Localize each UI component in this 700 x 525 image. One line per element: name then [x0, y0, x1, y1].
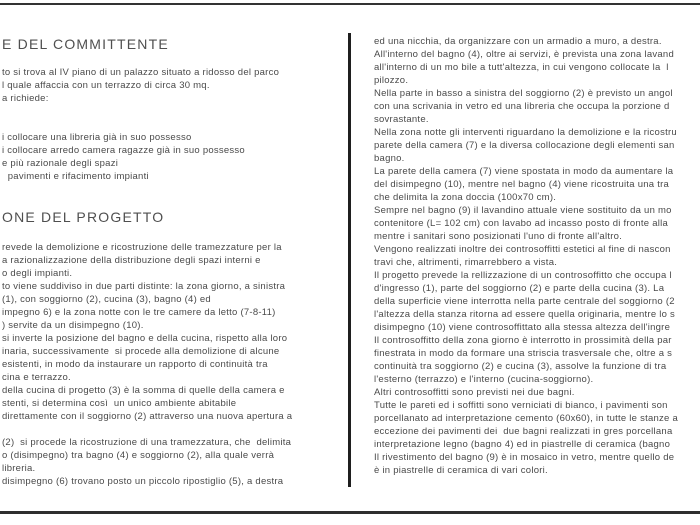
text-line: contenitore (L= 102 cm) con lavabo ad incasso posto di fronte alla — [374, 218, 669, 229]
text-line: (1), con soggiorno (2), cucina (3), bagno (4) ed — [2, 294, 211, 305]
text-line: finestrata in modo da formare una striscia trasversale che, oltre a s — [374, 348, 673, 359]
text-line: continuità tra soggiorno (2) e cucina (3), assolve la funzione di tra — [374, 361, 667, 372]
text-line: Nella parte in basso a sinistra del soggiorno (2) è previsto un angol — [374, 88, 673, 99]
text-line: porcellanato ad interpretazione cemento (60x60), in tutte le stanze a — [374, 413, 679, 424]
text-line: pavimenti e rifacimento impianti — [2, 171, 149, 182]
text-line: libreria. — [2, 463, 36, 474]
text-line: ) servite da un disimpegno (10). — [2, 320, 144, 331]
text-line: a richiede: — [2, 93, 49, 104]
text-line: Vengono realizzati inoltre dei controsoffitti estetici al fine di nascon — [374, 244, 671, 255]
progetto-paragraph-1 — [2, 241, 292, 423]
text-line: bagno. — [374, 153, 405, 164]
text-line: pilozzo. — [374, 75, 409, 86]
text-line: impegno 6) e la zona notte con le tre camere da letto (7-8-11) — [2, 307, 276, 318]
text-line: Il controsoffitto della zona giorno è interrotto in prossimità della par — [374, 335, 672, 346]
text-line: mentre i sanitari sono posizionati l'uno di fronte all'altro. — [374, 231, 623, 242]
text-line: travi che, altrimenti, rimarrebbero a vista. — [374, 257, 558, 268]
text-line: disimpegno (10) viene controsoffittato alla stessa altezza dell'ingre — [374, 322, 671, 333]
text-line: to si trova al IV piano di un palazzo situato a ridosso del parco — [2, 67, 280, 78]
text-line: eccezione dei pavimenti dei due bagni realizzati in gres porcellana — [374, 426, 673, 437]
text-line: Tutte le pareti ed i soffitti sono verniciati di bianco, i pavimenti son — [374, 400, 668, 411]
text-line: disimpegno (6) trovano posto un piccolo ripostiglio (5), a destra — [2, 476, 284, 487]
committente-intro-paragraph — [2, 66, 279, 105]
text-line: interpretazione legno (bagno 4) ed in piastrelle di ceramica (bagno — [374, 439, 671, 450]
text-line: parete della camera (7) e la diversa collocazione degli elementi san — [374, 140, 675, 151]
heading-committente: E DEL COMMITTENTE — [2, 36, 169, 52]
text-line: Altri controsoffitti sono previsti nei due bagni. — [374, 387, 575, 398]
text-line: inaria, successivamente si procede alla demolizione di alcune — [2, 346, 280, 357]
text-line: è in piastrelle di ceramica di vari colori. — [374, 465, 548, 476]
text-line: si inverte la posizione del bagno e della cucina, rispetto alla loro — [2, 333, 288, 344]
committente-request-list — [2, 131, 245, 183]
text-line: l'altezza della stanza ritorna ad essere quella originaria, mentre lo s — [374, 309, 676, 320]
text-line: Sempre nel bagno (9) il lavandino attuale viene sostituito da un mo — [374, 205, 672, 216]
right-column — [374, 0, 700, 525]
left-column — [2, 0, 346, 525]
text-line: All'interno del bagno (4), oltre ai servizi, è prevista una zona lavand — [374, 49, 674, 60]
text-line: revede la demolizione e ricostruzione delle tramezzature per la — [2, 242, 282, 253]
text-line: che delimita la zona doccia (100x70 cm). — [374, 192, 557, 203]
text-line: all'interno di un mo bile a tutt'altezza, in cui vengono collocate la l — [374, 62, 669, 73]
text-line: cina e terrazzo. — [2, 372, 71, 383]
text-line: l quale affaccia con un terrazzo di circa 30 mq. — [2, 80, 210, 91]
progetto-paragraph-2 — [2, 436, 291, 488]
text-line: i collocare arredo camera ragazze già in suo possesso — [2, 145, 245, 156]
column-divider — [348, 33, 351, 487]
text-line: e più razionale degli spazi — [2, 158, 119, 169]
text-line: i collocare una libreria già in suo possesso — [2, 132, 192, 143]
text-line: d'ingresso (1), parte del soggiorno (2) e parte della cucina (3). La — [374, 283, 665, 294]
text-line: sovrastante. — [374, 114, 429, 125]
text-line: del disimpegno (10), mentre nel bagno (4) viene ricostruita una tra — [374, 179, 670, 190]
right-column-text — [374, 35, 678, 477]
text-line: della superficie viene interrotta nella parte centrale del soggiorno (2 — [374, 296, 675, 307]
text-line: a razionalizzazione della distribuzione degli spazi interni e — [2, 255, 261, 266]
text-line: o degli impianti. — [2, 268, 73, 279]
text-line: Il progetto prevede la rellizzazione di un controsoffitto che occupa l — [374, 270, 672, 281]
text-line: to viene suddiviso in due parti distinte: la zona giorno, a sinistra — [2, 281, 286, 292]
text-line: esistenti, in modo da instaurare un rapporto di continuità tra — [2, 359, 268, 370]
text-line: La parete della camera (7) viene spostata in modo da aumentare la — [374, 166, 674, 177]
text-line: o (disimpegno) tra bagno (4) e soggiorno (2), alla quale verrà — [2, 450, 275, 461]
text-line: della cucina di progetto (3) è la somma di quelle della camera e — [2, 385, 285, 396]
text-line: Il rivestimento del bagno (9) è in mosaico in vetro, mentre quello de — [374, 452, 675, 463]
heading-progetto: ONE DEL PROGETTO — [2, 209, 165, 225]
text-line: l'esterno (terrazzo) e l'interno (cucina-soggiorno). — [374, 374, 594, 385]
text-line: stenti, si determina così un unico ambiente abitabile — [2, 398, 237, 409]
text-line: (2) si procede la ricostruzione di una tramezzatura, che delimita — [2, 437, 292, 448]
text-line: con una scrivania in vetro ed una libreria che occupa la porzione d — [374, 101, 670, 112]
text-line: Nella zona notte gli interventi riguardano la demolizione e la ricostru — [374, 127, 677, 138]
text-line: direttamente con il soggiorno (2) attraverso una nuova apertura a — [2, 411, 293, 422]
text-line: ed una nicchia, da organizzare con un armadio a muro, a destra. — [374, 36, 662, 47]
